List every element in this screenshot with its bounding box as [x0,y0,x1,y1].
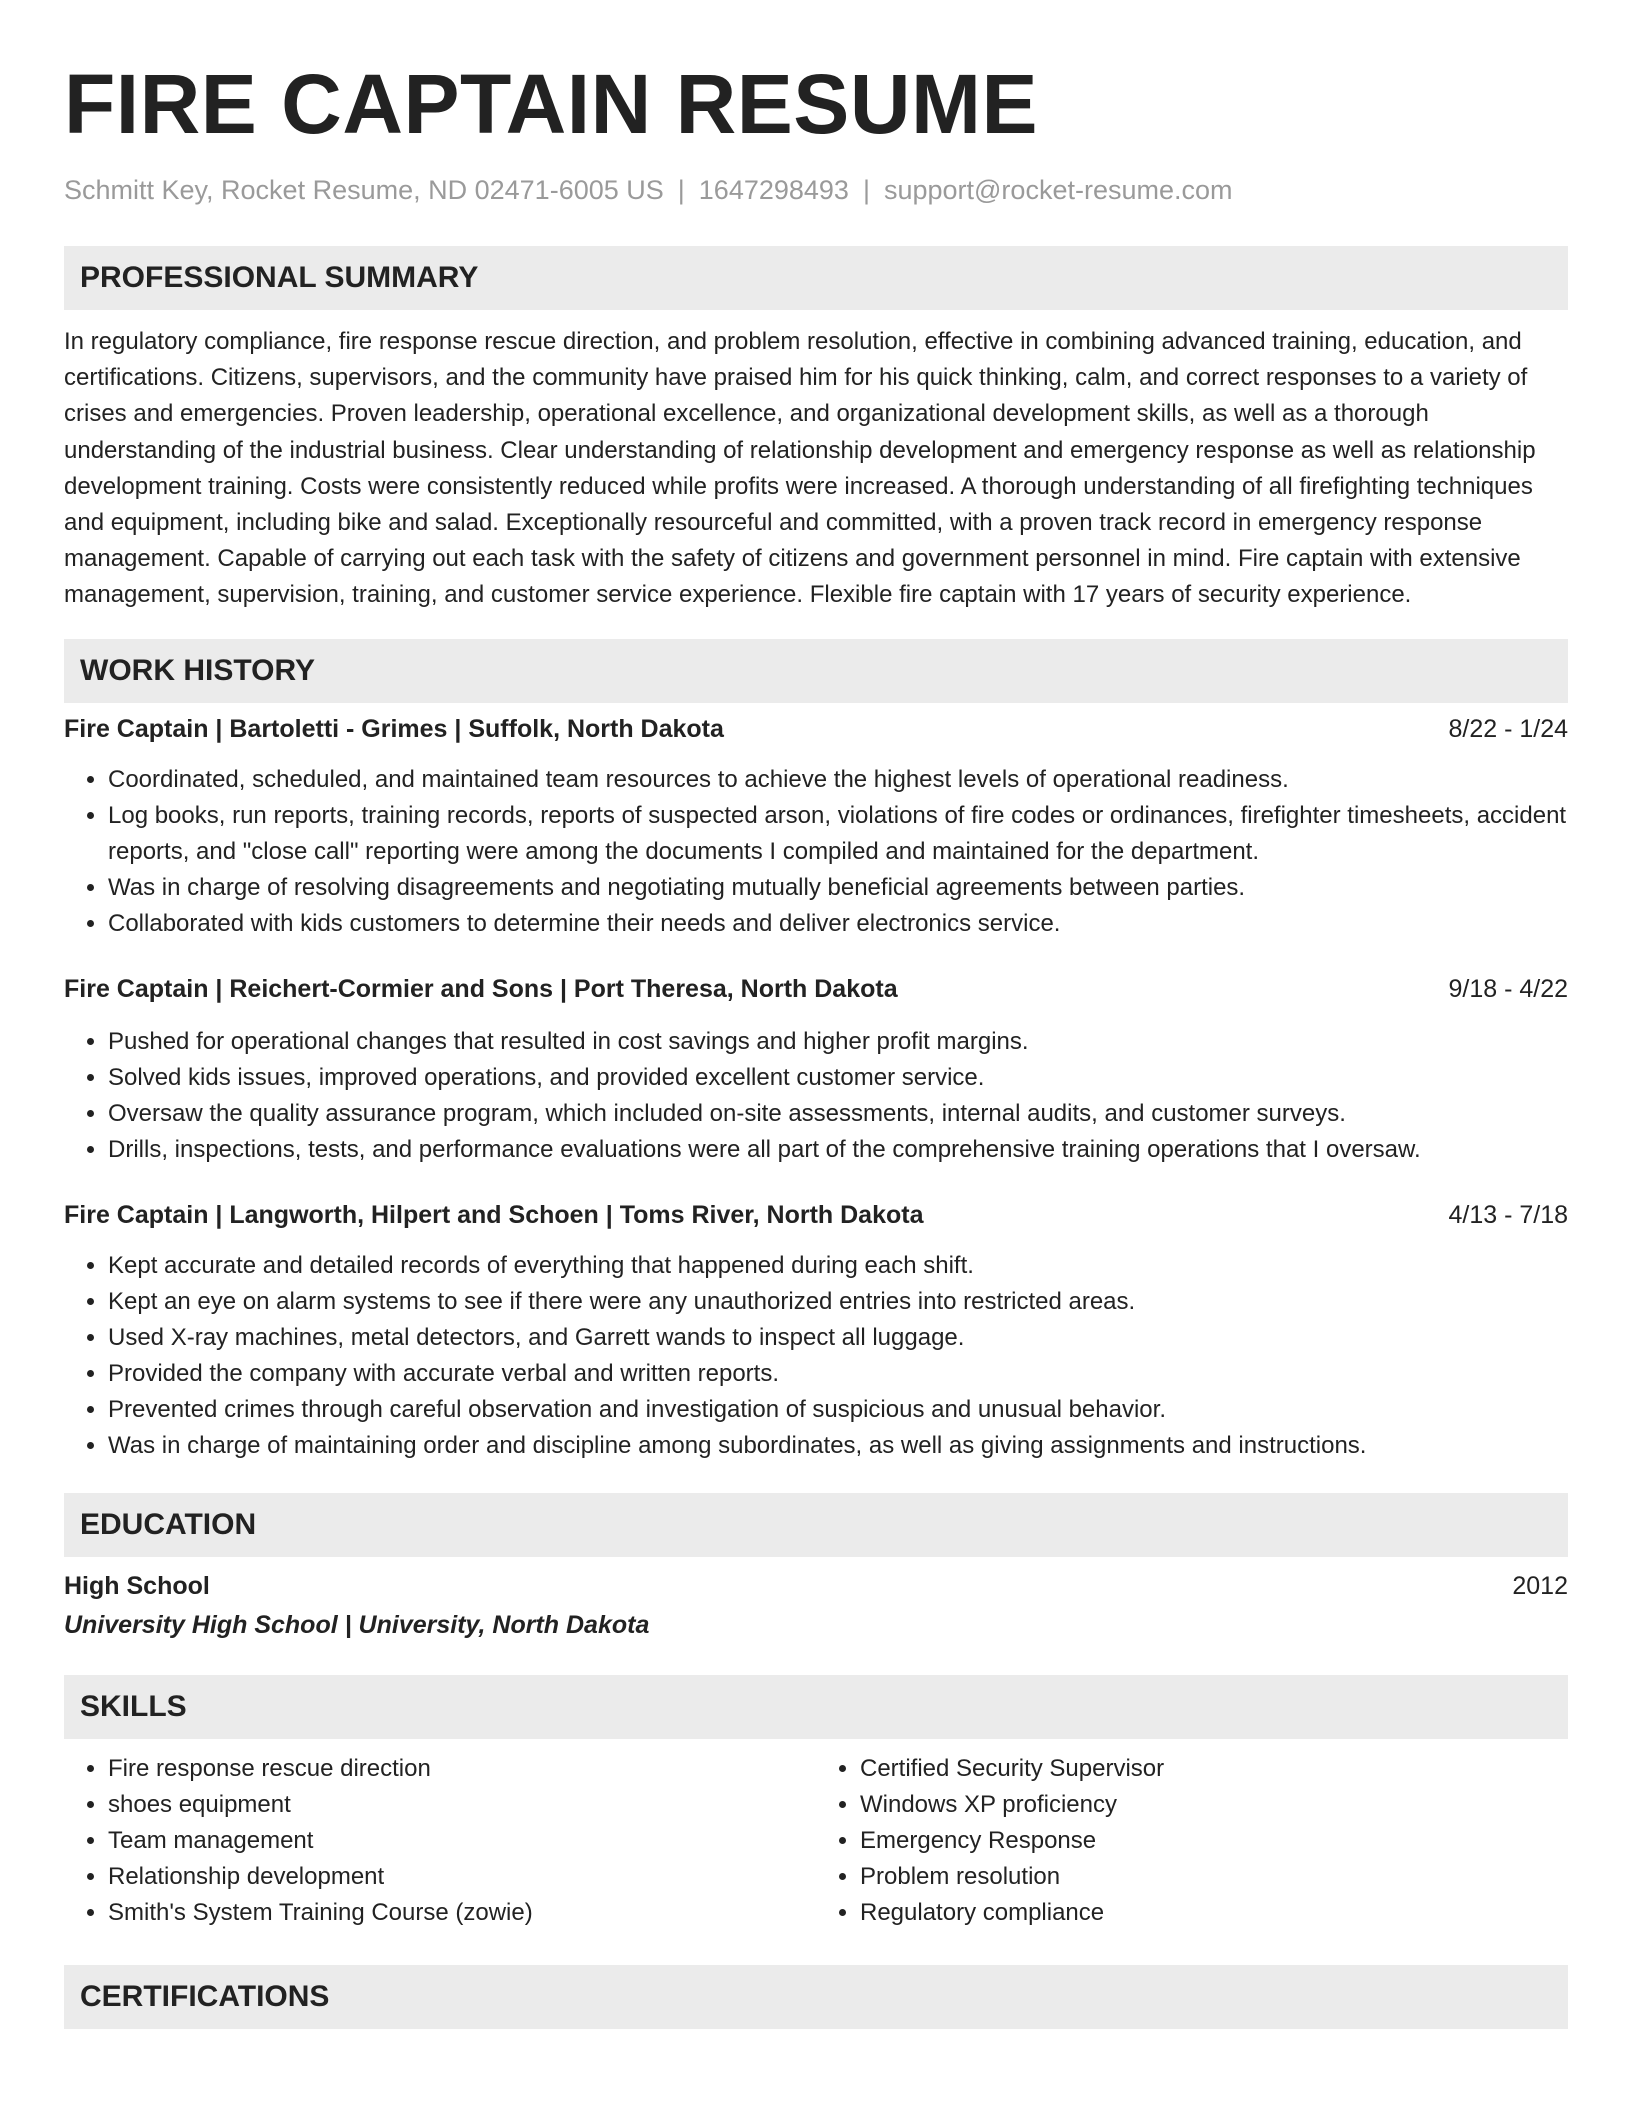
job-header [64,1198,1568,1232]
skill-item: • Fire response rescue direction [108,1751,816,1787]
skill-item: • Problem resolution [860,1859,1568,1895]
job-bullet: • Provided the company with accurate verbal and written reports. [108,1356,1568,1392]
section-header-education: EDUCATION [64,1493,1568,1557]
job-heading: Fire Captain | Reichert-Cormier and Sons | Port Theresa, North Dakota [64,974,898,1003]
education-degree: High School [64,1571,210,1600]
job-bullet: • Drills, inspections, tests, and performance evaluations were all part of the comprehensive training operations that I oversaw. [108,1132,1568,1168]
job-bullets [64,762,1568,942]
contact-line [64,174,1568,206]
skill-item: • Certified Security Supervisor [860,1751,1568,1787]
skill-item: • shoes equipment [108,1787,816,1823]
section-header-summary: PROFESSIONAL SUMMARY [64,246,1568,310]
job-entry [64,712,1568,942]
section-header-certifications: CERTIFICATIONS [64,1965,1568,2029]
contact-separator: | [862,175,870,205]
skills-list-right [816,1751,1568,1931]
skills-grid [64,1751,1568,1931]
education-school: University High School | University, North Dakota [64,1610,650,1639]
job-bullet: • Used X-ray machines, metal detectors, and Garrett wands to inspect all luggage. [108,1320,1568,1356]
job-bullet: • Was in charge of maintaining order and discipline among subordinates, as well as giving assignments and instructions. [108,1428,1568,1464]
job-bullet: • Kept accurate and detailed records of everything that happened during each shift. [108,1248,1568,1284]
job-bullet: • Prevented crimes through careful observation and investigation of suspicious and unusual behavior. [108,1392,1568,1428]
job-bullet: • Coordinated, scheduled, and maintained team resources to achieve the highest levels of operational readiness. [108,762,1568,798]
skill-item: • Relationship development [108,1859,816,1895]
job-bullets [64,1024,1568,1168]
job-dates: 4/13 - 7/18 [1448,1200,1568,1229]
job-heading: Fire Captain | Bartoletti - Grimes | Suffolk, North Dakota [64,714,724,743]
education-header [64,1569,1568,1603]
job-dates: 9/18 - 4/22 [1448,974,1568,1003]
skills-list-left [64,1751,816,1931]
job-bullet: • Was in charge of resolving disagreements and negotiating mutually beneficial agreements between parties. [108,870,1568,906]
job-bullets [64,1248,1568,1464]
section-header-skills: SKILLS [64,1675,1568,1739]
job-dates: 8/22 - 1/24 [1448,714,1568,743]
job-bullet: • Kept an eye on alarm systems to see if there were any unauthorized entries into restricted areas. [108,1284,1568,1320]
job-header [64,972,1568,1006]
job-header [64,712,1568,746]
job-entry [64,1198,1568,1464]
skill-item: • Smith's System Training Course (zowie) [108,1895,816,1931]
education-year: 2012 [1512,1571,1568,1600]
resume-title: FIRE CAPTAIN RESUME [64,57,1038,151]
contact-separator: | [677,175,685,205]
job-bullet: • Pushed for operational changes that resulted in cost savings and higher profit margins. [108,1024,1568,1060]
job-entry [64,972,1568,1168]
contact-email: support@rocket-resume.com [883,175,1233,205]
job-bullet: • Oversaw the quality assurance program, which included on-site assessments, internal audits, and customer surveys. [108,1096,1568,1132]
summary-text: In regulatory compliance, fire response rescue direction, and problem resolution, effective in combining advanced training, education, and certifications. Citizens, supervisors, and the community have praised him for his quick thinking, calm, and correct responses to a variety of crises and emergencies. Proven leadership, operational excellence, and organizational development skills, as well as a thorough understanding of the industrial business. Clear understanding of relationship development and emergency response as well as relationship development training. Costs were consistently reduced while profits were increased. A thorough understanding of all firefighting techniques and equipment, including bike and salad. Exceptionally resourceful and committed, with a proven track record in emergency response management. Capable of carrying out each task with the safety of citizens and government personnel in mind. Fire captain with extensive management, supervision, training, and customer service experience. Flexible fire captain with 17 years of security experience. [64,328,1536,609]
job-bullet: • Collaborated with kids customers to determine their needs and deliver electronics service. [108,906,1568,942]
job-bullet: • Solved kids issues, improved operations, and provided excellent customer service. [108,1060,1568,1096]
job-heading: Fire Captain | Langworth, Hilpert and Schoen | Toms River, North Dakota [64,1200,924,1229]
education-entry [64,1569,1568,1642]
skill-item: • Emergency Response [860,1823,1568,1859]
job-bullet: • Log books, run reports, training records, reports of suspected arson, violations of fire codes or ordinances, firefighter timesheets, accident reports, and "close call" reporting were among the documents I compiled and maintained for the department. [108,798,1568,870]
contact-phone: 1647298493 [698,175,849,205]
section-header-work-history: WORK HISTORY [64,639,1568,703]
skill-item: • Team management [108,1823,816,1859]
contact-address: Schmitt Key, Rocket Resume, ND 02471-6005 US [64,175,664,205]
skill-item: • Regulatory compliance [860,1895,1568,1931]
skill-item: • Windows XP proficiency [860,1787,1568,1823]
